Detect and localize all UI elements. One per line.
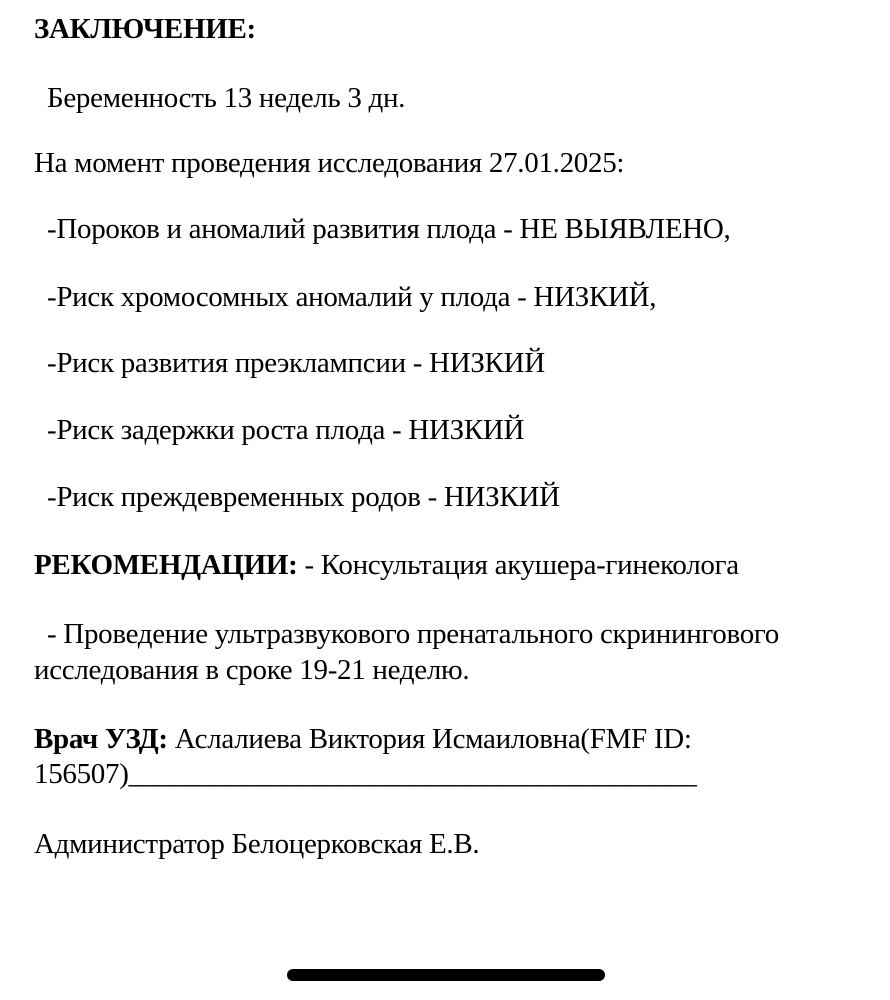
finding-item: -Пороков и аномалий развития плода - НЕ ВЫЯВЛЕНО,	[47, 213, 731, 245]
recommendations-label: РЕКОМЕНДАЦИИ:	[34, 549, 298, 581]
recommendation-item: - Проведение ультразвукового пренатального скринингового	[47, 618, 779, 650]
home-indicator[interactable]	[287, 969, 605, 981]
conclusion-heading: ЗАКЛЮЧЕНИЕ:	[34, 13, 256, 45]
finding-item: -Риск задержки роста плода - НИЗКИЙ	[47, 414, 525, 446]
recommendation-item-continued: исследования в сроке 19-21 неделю.	[34, 654, 470, 686]
finding-item: -Риск преждевременных родов - НИЗКИЙ	[47, 481, 560, 513]
study-date-line: На момент проведения исследования 27.01.2025:	[34, 147, 625, 179]
doctor-line	[34, 722, 692, 756]
recommendation-item: - Консультация акушера-гинеколога	[297, 549, 739, 581]
pregnancy-term: Беременность 13 недель 3 дн.	[47, 82, 406, 114]
administrator-line: Администратор Белоцерковская Е.В.	[34, 828, 480, 860]
doctor-label: Врач УЗД:	[34, 723, 168, 755]
doctor-signature-line: 156507)________________________________________	[34, 758, 697, 790]
finding-item: -Риск развития преэклампсии - НИЗКИЙ	[47, 347, 545, 379]
doctor-name: Аслалиева Виктория Исмаиловна(FMF ID:	[167, 723, 692, 755]
finding-item: -Риск хромосомных аномалий у плода - НИЗКИЙ,	[47, 281, 657, 313]
recommendations-line	[34, 548, 739, 582]
